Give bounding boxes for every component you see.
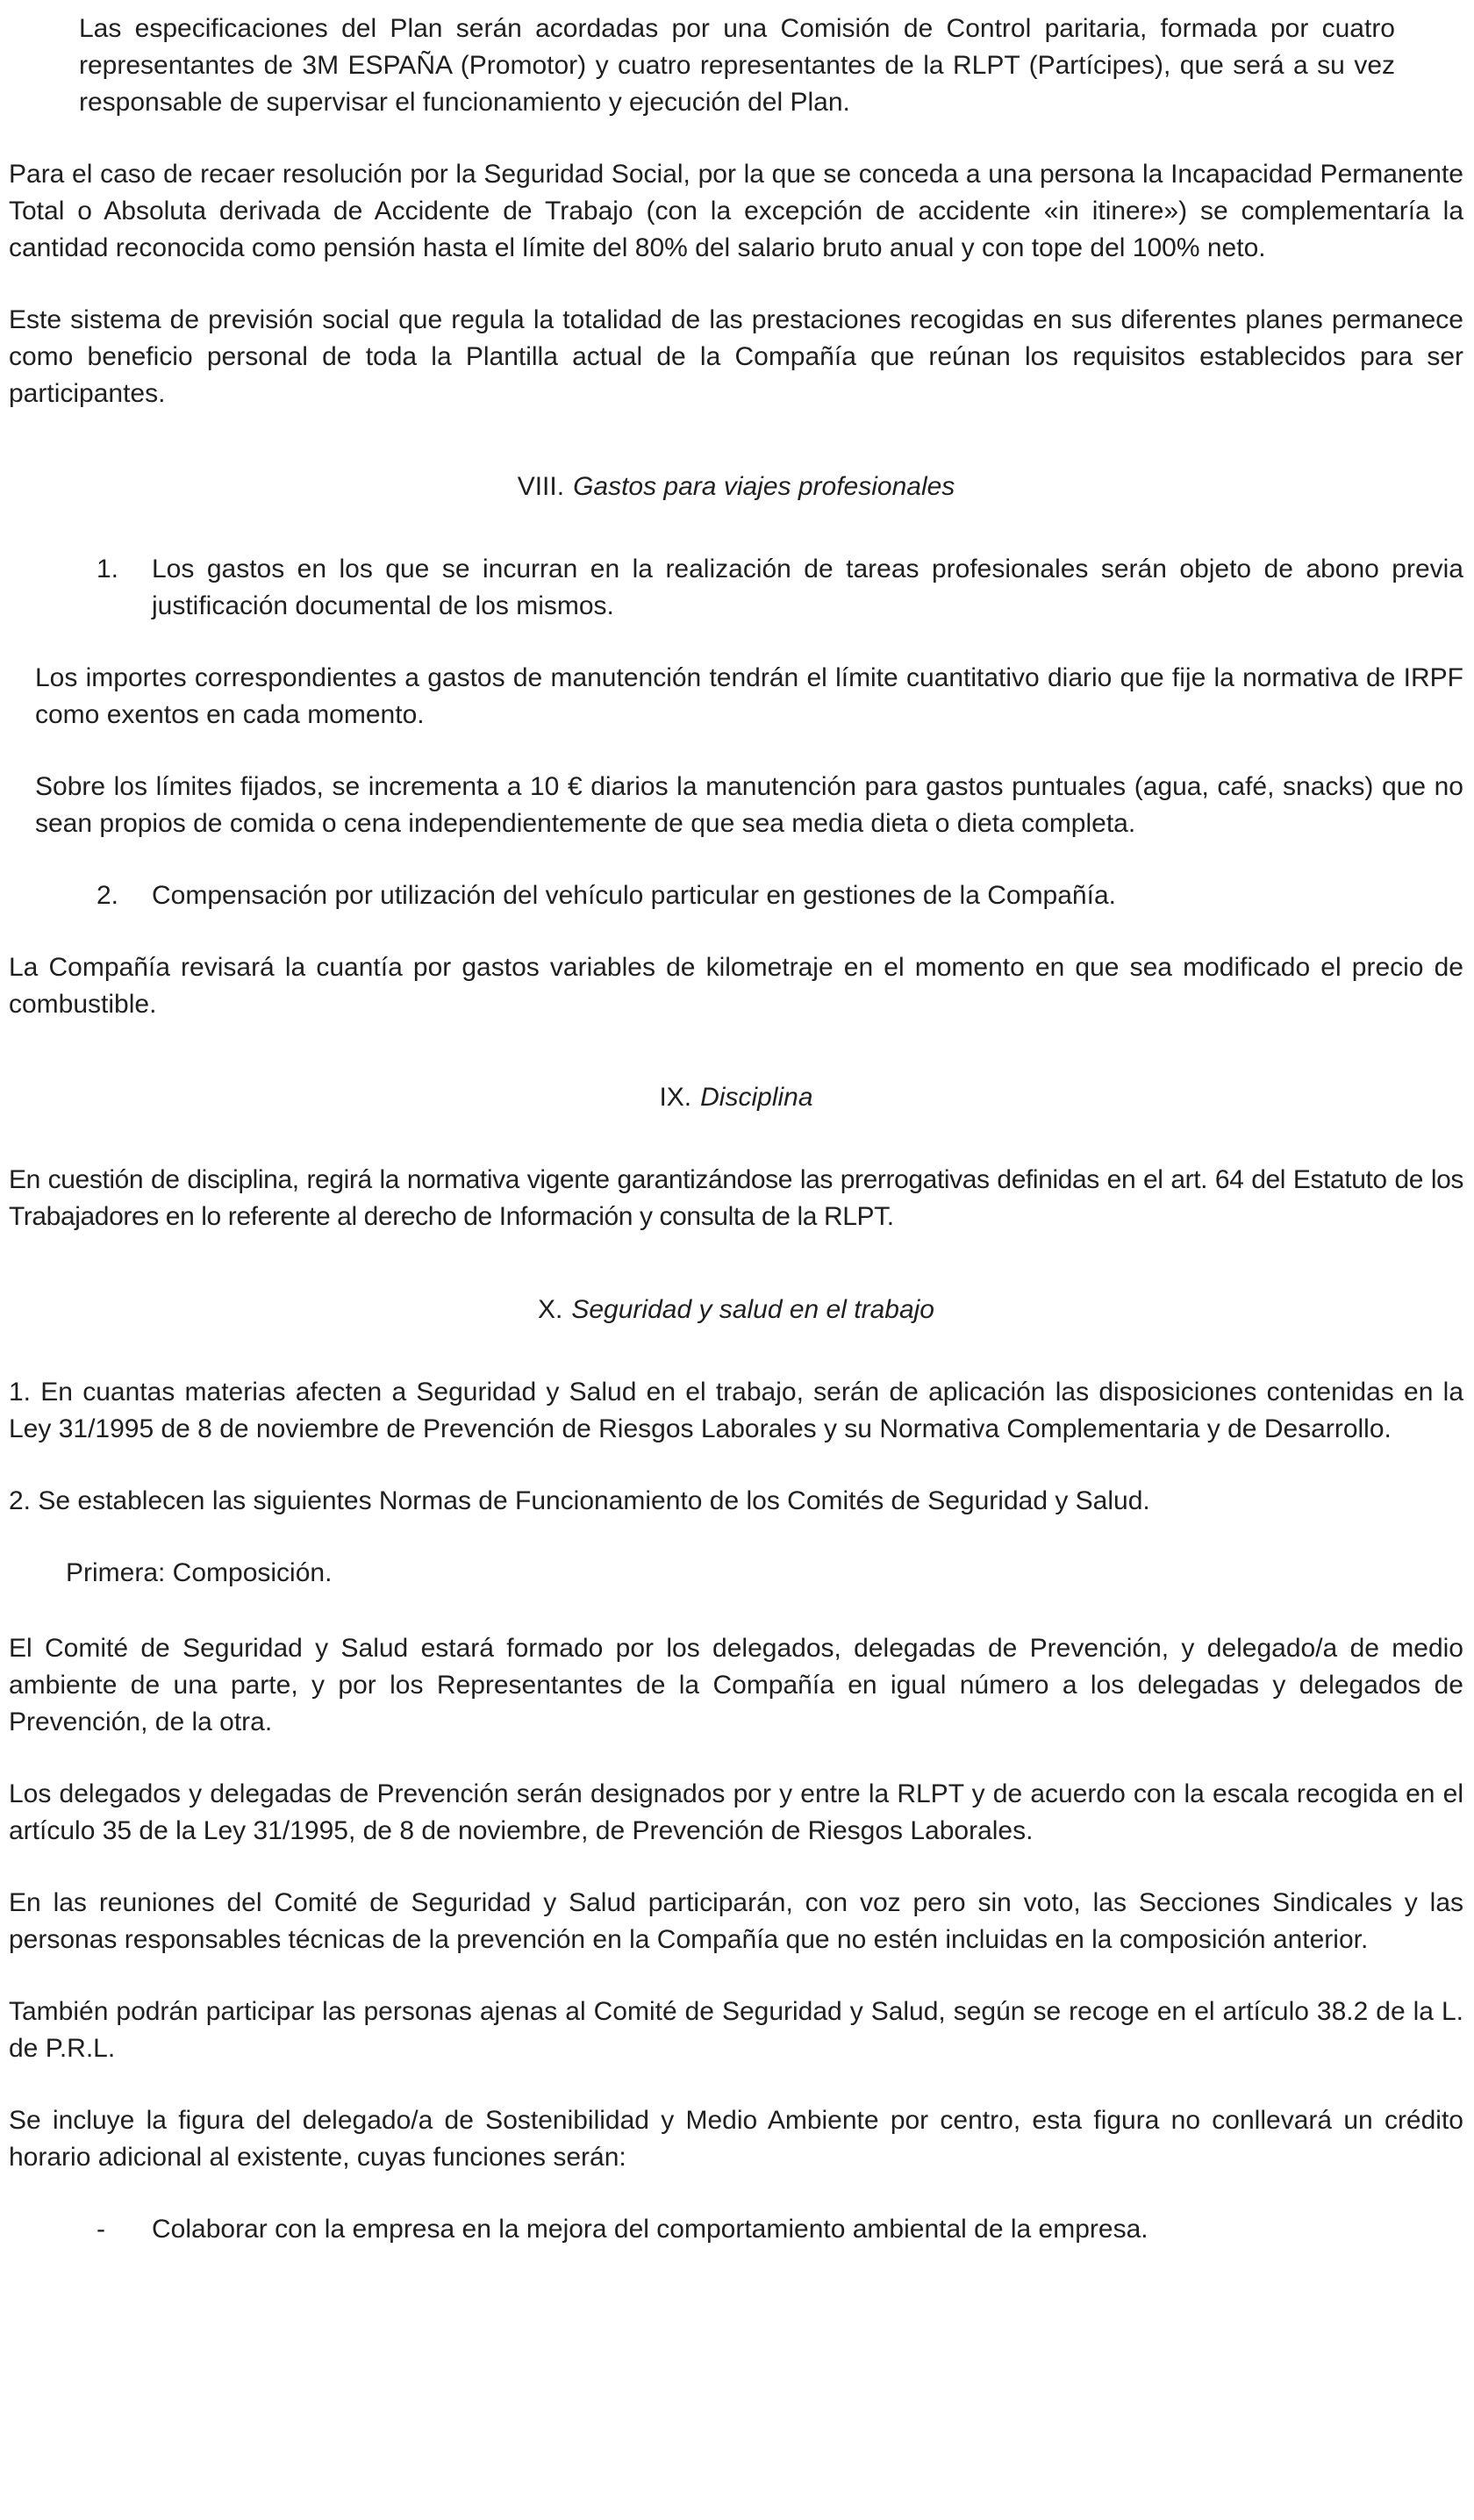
section-number: IX. [659,1083,692,1112]
paragraph-disciplina: En cuestión de disciplina, regirá la normativa vigente garantizándose las prerrogativas definidas en el art. 64 del Estatuto de los Trabajadores en lo referente al derecho de Información y consulta de la RLPT. [9,1165,1463,1231]
list-marker: 2. [97,881,119,910]
paragraph-reuniones-comite: En las reuniones del Comité de Seguridad y Salud participarán, con voz pero sin voto, las Secciones Sindicales y las personas responsables técnicas de la prevención en la Compañía que no estén incluidas en la composición anterior. [9,1888,1463,1954]
paragraph-delegado-sostenibilidad: Se incluye la figura del delegado/a de Sostenibilidad y Medio Ambiente por centro, esta figura no conllevará un crédito horario adicional al existente, cuyas funciones serán: [9,2106,1463,2172]
paragraph-kilometraje: La Compañía revisará la cuantía por gastos variables de kilometraje en el momento en que sea modificado el precio de combustible. [9,953,1463,1019]
paragraph-ley-prevencion: 1. En cuantas materias afecten a Seguridad y Salud en el trabajo, serán de aplicación las disposiciones contenidas en la Ley 31/1995 de 8 de noviembre de Prevención de Riesgos Laborales y su Normativa Complementaria y de Desarrollo. [9,1378,1463,1443]
section-heading-disciplina [9,1079,1463,1116]
section-number: VIII. [517,472,565,501]
section-heading-gastos-viajes [9,469,1463,505]
list-marker: 1. [97,555,119,583]
paragraph-normas-funcionamiento: 2. Se establecen las siguientes Normas de Funcionamiento de los Comités de Seguridad y Salud. [9,1486,1150,1515]
paragraph-importes-manutencion: Los importes correspondientes a gastos de manutención tendrán el límite cuantitativo diario que fije la normativa de IRPF como exentos en cada momento. [35,663,1463,729]
dash-marker: - [97,2215,105,2244]
list-item-text: Compensación por utilización del vehículo particular en gestiones de la Compañía. [152,881,1116,910]
paragraph-personas-ajenas: También podrán participar las personas ajenas al Comité de Seguridad y Salud, según se recoge en el artículo 38.2 de la L. de P.R.L. [9,1997,1463,2063]
section-number: X. [538,1295,563,1324]
section-title: Seguridad y salud en el trabajo [571,1295,934,1324]
paragraph-comite-formacion: El Comité de Seguridad y Salud estará formado por los delegados, delegadas de Prevención, y delegado/a de medio ambiente de una parte, y por los Representantes de la Compañía en igual número a los delegadas y delegados de Prevención, de la otra. [9,1634,1463,1736]
section-title: Gastos para viajes profesionales [573,472,955,501]
paragraph-seguridad-social: Para el caso de recaer resolución por la Seguridad Social, por la que se conceda a una persona la Incapacidad Permanente Total o Absoluta derivada de Accidente de Trabajo (con la excepción de accidente «in itinere») se complementaría la cantidad reconocida como pensión hasta el límite del 80% del salario bruto anual y con tope del 100% neto. [9,160,1463,262]
paragraph-limites-fijados: Sobre los límites fijados, se incrementa a 10 € diarios la manutención para gastos puntuales (agua, café, snacks) que no sean propios de comida o cena independientemente de que sea media dieta o dieta completa. [35,772,1463,838]
paragraph-prevision-social: Este sistema de previsión social que regula la totalidad de las prestaciones recogidas en sus diferentes planes permanece como beneficio personal de toda la Plantilla actual de la Compañía que reúnan los requisitos establecidos para ser participantes. [9,305,1463,408]
paragraph-plan-especificaciones: Las especificaciones del Plan serán acordadas por una Comisión de Control paritaria, formada por cuatro representantes de 3M ESPAÑA (Promotor) y cuatro representantes de la RLPT (Partícipes), que será a su vez responsable de supervisar el funcionamiento y ejecución del Plan. [79,14,1395,117]
section-heading-seguridad-salud [9,1292,1463,1328]
paragraph-delegados-designacion: Los delegados y delegadas de Prevención serán designados por y entre la RLPT y de acuerdo con la escala recogida en el artículo 35 de la Ley 31/1995, de 8 de noviembre, de Prevención de Riesgos Laborales. [9,1779,1463,1845]
numbered-item-1 [9,551,1463,625]
section-title: Disciplina [700,1083,813,1112]
list-item-text: Colaborar con la empresa en la mejora del comportamiento ambiental de la empresa. [152,2215,1148,2244]
list-item-text: Los gastos en los que se incurran en la realización de tareas profesionales serán objeto de abono previa justificación documental de los mismos. [152,555,1463,620]
numbered-item-2 [9,877,1463,914]
subheading-primera-composicion: Primera: Composición. [66,1558,333,1587]
dash-item-colaborar [9,2211,1463,2248]
